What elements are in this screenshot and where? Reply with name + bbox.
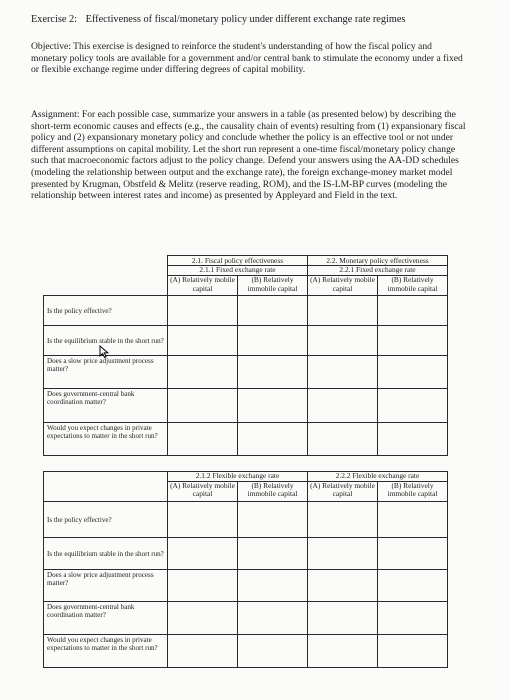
exercise-heading: Effectiveness of fiscal/monetary policy under different exchange rate regimes — [85, 14, 406, 25]
answer-cell[interactable] — [308, 635, 378, 668]
fiscal-fixed-col-a: (A) Relatively mobile capital — [168, 276, 238, 296]
answer-cell[interactable] — [308, 538, 378, 570]
question-expectations: Would you expect changes in private expectations to matter in the short run? — [44, 635, 168, 668]
answer-cell[interactable] — [308, 296, 378, 326]
answer-cell[interactable] — [238, 423, 308, 456]
answer-cell[interactable] — [168, 296, 238, 326]
monetary-fixed-col-a: (A) Relatively mobile capital — [308, 276, 378, 296]
table-corner — [44, 256, 168, 266]
table-row — [44, 423, 448, 456]
answer-cell[interactable] — [308, 502, 378, 538]
question-stable: Is the equilibrium stable in the short run? — [44, 326, 168, 356]
answer-cell[interactable] — [378, 423, 448, 456]
answer-cell[interactable] — [168, 502, 238, 538]
question-price-adjustment: Does a slow price adjustment process matter? — [44, 570, 168, 602]
question-expectations: Would you expect changes in private expectations to matter in the short run? — [44, 423, 168, 456]
answer-cell[interactable] — [308, 356, 378, 389]
monetary-flex-header: 2.2.2 Flexible exchange rate — [308, 472, 448, 482]
monetary-policy-header: 2.2. Monetary policy effectiveness — [308, 256, 448, 266]
answer-cell[interactable] — [238, 389, 308, 423]
answer-cell[interactable] — [238, 502, 308, 538]
answer-cell[interactable] — [308, 389, 378, 423]
answer-cell[interactable] — [378, 602, 448, 635]
question-effective: Is the policy effective? — [44, 502, 168, 538]
objective-paragraph: Objective: This exercise is designed to reinforce the student's understanding of how the fiscal policy and monetary policy tools are available for a government and/or central bank to stimulate the economy under a fixed or flexible exchange regime under differing degrees of capital mobility. — [31, 41, 463, 76]
table-row — [44, 389, 448, 423]
fiscal-flex-col-a: (A) Relatively mobile capital — [168, 482, 238, 502]
answer-cell[interactable] — [378, 296, 448, 326]
answer-cell[interactable] — [168, 635, 238, 668]
fiscal-fixed-header: 2.1.1 Fixed exchange rate — [168, 266, 308, 276]
answer-cell[interactable] — [238, 570, 308, 602]
answer-cell[interactable] — [378, 389, 448, 423]
answer-cell[interactable] — [378, 356, 448, 389]
answer-cell[interactable] — [238, 326, 308, 356]
answer-cell[interactable] — [238, 635, 308, 668]
answer-cell[interactable] — [308, 570, 378, 602]
exercise-title — [31, 14, 405, 25]
answer-cell[interactable] — [168, 326, 238, 356]
exercise-label: Exercise 2: — [31, 14, 78, 25]
fiscal-policy-header: 2.1. Fiscal policy effectiveness — [168, 256, 308, 266]
answer-cell[interactable] — [168, 423, 238, 456]
monetary-flex-col-b: (B) Relatively immobile capital — [378, 482, 448, 502]
answer-cell[interactable] — [238, 602, 308, 635]
table-row — [44, 570, 448, 602]
answer-cell[interactable] — [308, 423, 378, 456]
assignment-paragraph: Assignment: For each possible case, summarize your answers in a table (as presented below) by describing the short-term economic causes and effects (e.g., the causality chain of events) resulting from (1) expansionary fiscal policy and (2) expansionary monetary policy and conclude whether the policy is an effective tool or not under different assumptions on capital mobility. Let the short run represent a one-time fiscal/monetary policy change such that macroeconomic factors adjust to the policy change. Defend your answers using the AA-DD schedules (modeling the relationship between output and the exchange rate), the foreign exchange-money market model presented by Krugman, Obstfeld & Melitz (reserve reading, ROM), and the IS-LM-BP curves (modeling the relationship between interest rates and income) as presented by Appleyard and Field in the text. — [31, 109, 466, 202]
answer-cell[interactable] — [168, 389, 238, 423]
fiscal-flex-col-b: (B) Relatively immobile capital — [238, 482, 308, 502]
question-price-adjustment: Does a slow price adjustment process matter? — [44, 356, 168, 389]
answer-cell[interactable] — [378, 635, 448, 668]
table-row — [44, 296, 448, 326]
answer-cell[interactable] — [308, 602, 378, 635]
answer-cell[interactable] — [378, 570, 448, 602]
flexible-rate-table — [43, 471, 448, 668]
monetary-fixed-col-b: (B) Relatively immobile capital — [378, 276, 448, 296]
monetary-fixed-header: 2.2.1 Fixed exchange rate — [308, 266, 448, 276]
table-row — [44, 538, 448, 570]
question-coordination: Does government-central bank coordination matter? — [44, 602, 168, 635]
answer-cell[interactable] — [238, 356, 308, 389]
answer-cell[interactable] — [168, 538, 238, 570]
answer-cell[interactable] — [238, 296, 308, 326]
answer-cell[interactable] — [168, 356, 238, 389]
monetary-flex-col-a: (A) Relatively mobile capital — [308, 482, 378, 502]
answer-cell[interactable] — [378, 326, 448, 356]
mouse-pointer-icon — [99, 345, 111, 358]
table-row — [44, 602, 448, 635]
fiscal-flex-header: 2.1.2 Flexible exchange rate — [168, 472, 308, 482]
question-coordination: Does government-central bank coordination matter? — [44, 389, 168, 423]
answer-cell[interactable] — [168, 570, 238, 602]
answer-cell[interactable] — [378, 502, 448, 538]
question-effective: Is the policy effective? — [44, 296, 168, 326]
answer-cell[interactable] — [168, 602, 238, 635]
answer-cell[interactable] — [378, 538, 448, 570]
table-row — [44, 356, 448, 389]
table-row — [44, 635, 448, 668]
answer-cell[interactable] — [238, 538, 308, 570]
table-row — [44, 502, 448, 538]
fiscal-fixed-col-b: (B) Relatively immobile capital — [238, 276, 308, 296]
question-stable: Is the equilibrium stable in the short run? — [44, 538, 168, 570]
answer-cell[interactable] — [308, 326, 378, 356]
